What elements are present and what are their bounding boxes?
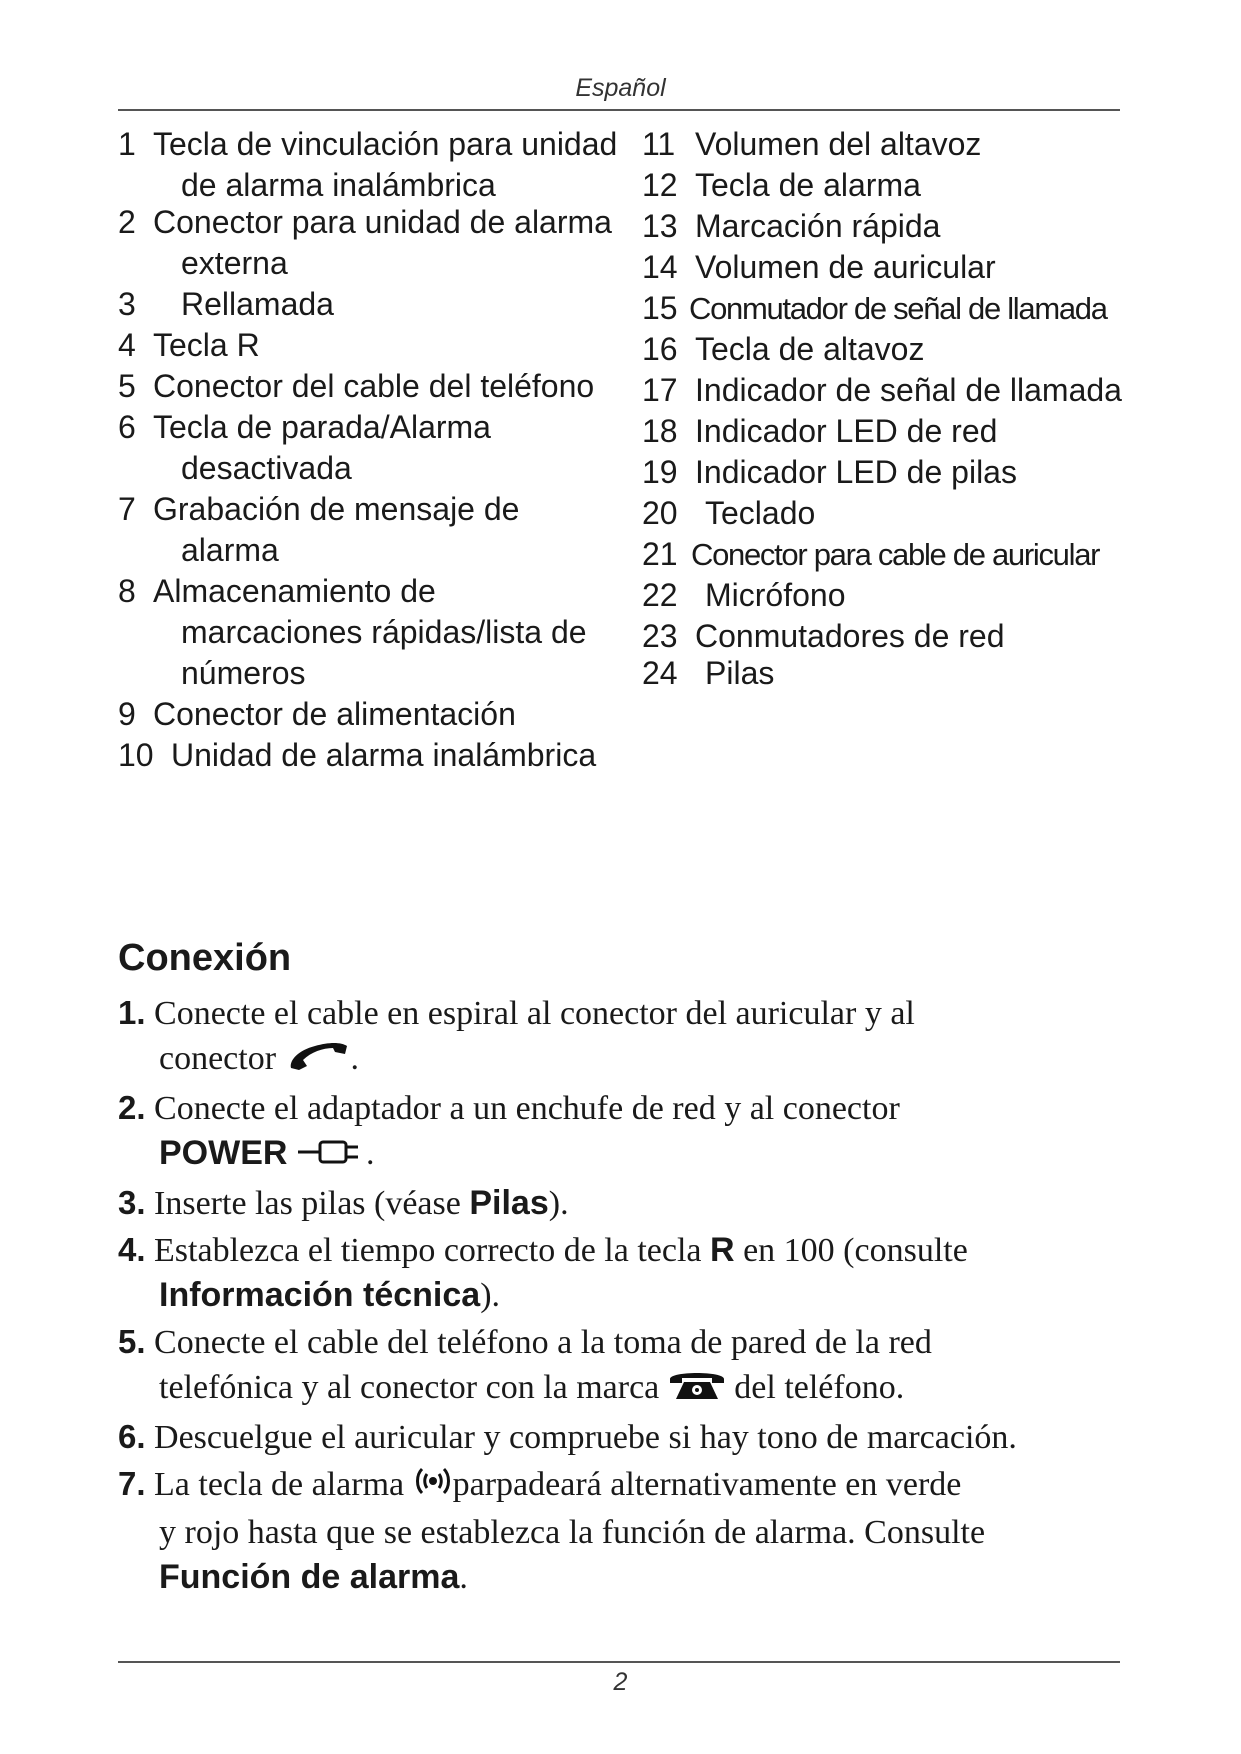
- legend-number: 23: [642, 618, 678, 654]
- step-7: [118, 1461, 1128, 1600]
- step-bold: Información técnica: [159, 1275, 481, 1314]
- step-text: .: [365, 1135, 375, 1173]
- legend-text: Volumen del altavoz: [695, 126, 982, 162]
- legend-item: [642, 493, 1162, 534]
- legend-text: Conmutadores de red: [695, 618, 1005, 654]
- legend-text: Tecla de altavoz: [695, 331, 925, 367]
- step-text: en 100 (consulte: [734, 1231, 968, 1269]
- step-text: Descuelgue el auricular y compruebe si hay tono de marcación.: [154, 1419, 1017, 1457]
- legend-text: Conector para cable de auricular: [691, 537, 1100, 572]
- legend-item: [642, 165, 1162, 206]
- legend-item: [642, 616, 1162, 657]
- legend-item: [642, 370, 1162, 411]
- step-number: 3.: [118, 1183, 146, 1221]
- legend-item: [118, 694, 618, 735]
- legend-item: [118, 571, 618, 694]
- legend-number: 8: [118, 573, 136, 609]
- legend-text: Marcación rápida: [695, 208, 941, 244]
- legend-number: 19: [642, 454, 678, 490]
- legend-number: 20: [642, 495, 678, 531]
- legend-item: [118, 284, 618, 325]
- legend-text: Unidad de alarma inalámbrica: [171, 737, 597, 773]
- legend-left-column: [118, 124, 618, 776]
- telephone-icon: [668, 1367, 726, 1413]
- step-text: Conecte el cable en espiral al conector del auricular y al: [154, 995, 915, 1032]
- legend-number: 5: [118, 368, 136, 404]
- step-4: [118, 1227, 1128, 1318]
- legend-text: Pilas: [705, 655, 775, 691]
- legend-text: Almacenamiento de marcaciones rápidas/lista de números: [153, 573, 587, 691]
- step-number: 1.: [118, 994, 146, 1031]
- footer-rule: [118, 1661, 1120, 1663]
- legend-number: 3: [118, 286, 136, 322]
- page-number: 2: [613, 1668, 628, 1696]
- legend-text: Tecla de alarma: [695, 167, 921, 203]
- legend-number: 4: [118, 327, 136, 363]
- step-text: Inserte las pilas (véase: [154, 1184, 470, 1222]
- legend-number: 14: [642, 249, 678, 285]
- legend-right-column: [642, 124, 1162, 694]
- step-bold: R: [710, 1230, 735, 1269]
- step-5: [118, 1319, 1128, 1413]
- step-text: telefónica y al conector con la marca: [159, 1368, 660, 1406]
- legend-number: 6: [118, 409, 136, 445]
- step-text: ).: [480, 1276, 501, 1314]
- step-text: Conecte el adaptador a un enchufe de red y al conector: [154, 1090, 900, 1128]
- legend-item: [642, 653, 1162, 694]
- legend-item: [642, 452, 1162, 493]
- legend-item: [642, 206, 1162, 247]
- legend-number: 11: [642, 126, 676, 162]
- legend-item: [118, 325, 618, 366]
- legend-item: [642, 124, 1162, 165]
- legend-text: Conector para unidad de alarma externa: [153, 204, 612, 281]
- step-6: [118, 1414, 1128, 1460]
- legend-text: Tecla de parada/Alarma desactivada: [153, 409, 491, 486]
- legend-item: [642, 411, 1162, 452]
- legend-number: 10: [118, 737, 154, 773]
- legend-number: 24: [642, 655, 678, 691]
- connection-steps: [118, 990, 1128, 1601]
- step-text: Establezca el tiempo correcto de la tecla: [154, 1231, 711, 1269]
- header-rule: [118, 109, 1120, 111]
- legend-text: Indicador LED de red: [695, 413, 998, 449]
- legend-text: Rellamada: [181, 286, 334, 322]
- legend-number: 18: [642, 413, 678, 449]
- step-number: 4.: [118, 1230, 146, 1268]
- step-text: .: [350, 1040, 360, 1077]
- legend-text: Teclado: [705, 495, 816, 531]
- step-text: La tecla de alarma: [154, 1466, 413, 1504]
- step-text: Conecte el cable del teléfono a la toma de pared de la red: [154, 1323, 932, 1361]
- legend-text: Conmutador de señal de llamada: [689, 291, 1107, 326]
- legend-item: [642, 288, 1162, 329]
- legend-item: [118, 202, 618, 284]
- legend-item: [118, 124, 618, 206]
- legend-text: Tecla de vinculación para unidad de alarma inalámbrica: [153, 126, 618, 203]
- section-title: Conexión: [118, 937, 292, 979]
- legend-item: [642, 575, 1162, 616]
- handset-icon: [285, 1038, 351, 1084]
- legend-text: Tecla R: [153, 327, 260, 363]
- step-text: y rojo hasta que se establezca la función de alarma. Consulte: [159, 1514, 986, 1552]
- legend-item: [642, 247, 1162, 288]
- legend-number: 2: [118, 204, 136, 240]
- step-number: 2.: [118, 1089, 146, 1127]
- legend-number: 21: [642, 536, 678, 572]
- legend-number: 13: [642, 208, 678, 244]
- step-3: [118, 1180, 1128, 1226]
- legend-text: Micrófono: [705, 577, 846, 613]
- legend-item: [642, 534, 1162, 575]
- power-label: POWER: [159, 1134, 288, 1173]
- legend-item: [118, 407, 618, 489]
- legend-item: [642, 329, 1162, 370]
- step-1: [118, 990, 1128, 1084]
- legend-number: 15: [642, 290, 678, 326]
- step-text: del teléfono.: [725, 1368, 905, 1406]
- header-language: Español: [575, 74, 666, 102]
- legend-item: [118, 366, 618, 407]
- step-text: ).: [548, 1184, 569, 1222]
- step-bold: Pilas: [469, 1183, 549, 1222]
- step-bold: Función de alarma: [159, 1558, 460, 1597]
- step-text: .: [459, 1559, 468, 1597]
- legend-text: Conector de alimentación: [153, 696, 516, 732]
- legend-number: 1: [118, 126, 136, 162]
- legend-item: [118, 735, 618, 776]
- step-text: parpadeará alternativamente en verde: [452, 1466, 962, 1504]
- legend-number: 9: [118, 696, 136, 732]
- legend-number: 7: [118, 491, 136, 527]
- step-text: conector: [159, 1040, 277, 1077]
- power-plug-icon: [296, 1134, 366, 1179]
- step-number: 5.: [118, 1322, 146, 1360]
- legend-item: [118, 489, 618, 571]
- legend-text: Conector del cable del teléfono: [153, 368, 595, 404]
- legend-text: Grabación de mensaje de alarma: [153, 491, 520, 568]
- step-2: [118, 1085, 1128, 1179]
- legend-number: 16: [642, 331, 678, 367]
- legend-number: 12: [642, 167, 678, 203]
- alarm-key-icon: [413, 1464, 453, 1510]
- legend-number: 17: [642, 372, 678, 408]
- step-number: 6.: [118, 1418, 146, 1456]
- step-number: 7.: [118, 1465, 146, 1503]
- legend-number: 22: [642, 577, 678, 613]
- legend-text: Indicador LED de pilas: [695, 454, 1017, 490]
- legend-text: Volumen de auricular: [695, 249, 996, 285]
- legend-text: Indicador de señal de llamada: [695, 372, 1122, 408]
